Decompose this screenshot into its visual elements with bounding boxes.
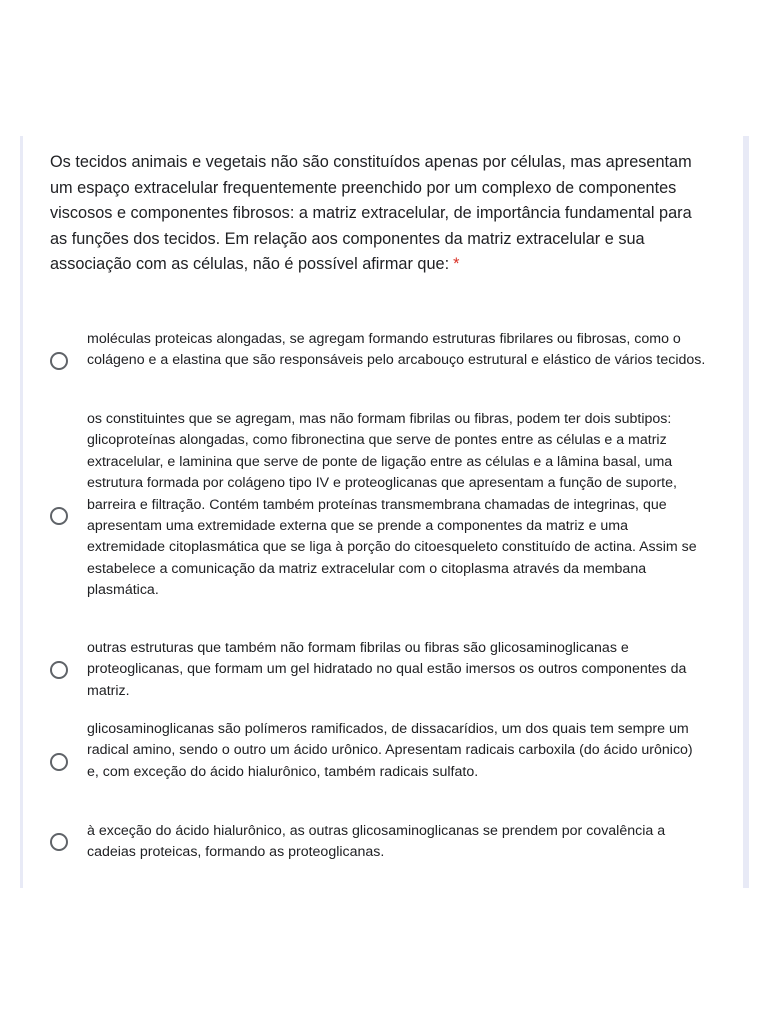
radio-button-icon[interactable] bbox=[50, 753, 68, 771]
radio-button-icon[interactable] bbox=[50, 507, 68, 525]
radio-button-icon[interactable] bbox=[50, 352, 68, 370]
option-5[interactable] bbox=[50, 821, 710, 865]
option-3[interactable] bbox=[50, 638, 710, 704]
option-3-label: outras estruturas que também não formam fibrilas ou fibras são glicosaminoglicanas e proteoglicanas, que formam um gel hidratado no qual estão imersos os outros componentes da matriz. bbox=[87, 640, 687, 699]
option-1[interactable] bbox=[50, 329, 710, 395]
option-2[interactable] bbox=[50, 409, 710, 624]
card-right-edge bbox=[743, 136, 749, 888]
required-asterisk: * bbox=[453, 255, 460, 273]
question-title bbox=[50, 150, 700, 278]
radio-button-icon[interactable] bbox=[50, 661, 68, 679]
option-4-label: glicosaminoglicanas são polímeros ramificados, de dissacarídios, um dos quais tem sempre um radical amino, sendo o outro um ácido urônico. Apresentam radicais carboxila (do ácido urônico) e, com exceção do ácido hialurônico, também radicais sulfato. bbox=[87, 721, 693, 780]
option-4[interactable] bbox=[50, 719, 710, 807]
option-1-label: moléculas proteicas alongadas, se agregam formando estruturas fibrilares ou fibrosas, como o colágeno e a elastina que são responsáveis pelo arcabouço estrutural e elástico de vários tecidos. bbox=[87, 331, 706, 369]
card-left-edge bbox=[20, 136, 23, 888]
question-text: Os tecidos animais e vegetais não são constituídos apenas por células, mas apresentam um espaço extracelular frequentemente preenchido por um complexo de componentes viscosos e componentes fibrosos: a matriz extracelular, de importância fundamental para as funções dos tecidos. Em relação aos componentes da matriz extracelular e sua associação com as células, não é possível afirmar que: bbox=[50, 153, 692, 273]
option-2-label: os constituintes que se agregam, mas não formam fibrilas ou fibras, podem ter dois subtipos: glicoproteínas alongadas, como fibronectina que serve de pontes entre as células e a matriz extracelular, e laminina que serve de ponte de ligação entre as células e a lâmina basal, uma estrutura formada por colágeno tipo IV e proteoglicanas que apresentam a função de suporte, barreira e filtração. Contém também proteínas transmembrana chamadas de integrinas, que apresentam uma extremidade externa que se prende a componentes da matriz e uma extremidade citoplasmática que se liga à porção do citoesqueleto constituído de actina. Assim se estabelece a comunicação da matriz extracelular com o citoplasma através da membana plasmática. bbox=[87, 411, 697, 599]
option-5-label: à exceção do ácido hialurônico, as outras glicosaminoglicanas se prendem por covalência a cadeias proteicas, formando as proteoglicanas. bbox=[87, 823, 666, 861]
radio-button-icon[interactable] bbox=[50, 833, 68, 851]
